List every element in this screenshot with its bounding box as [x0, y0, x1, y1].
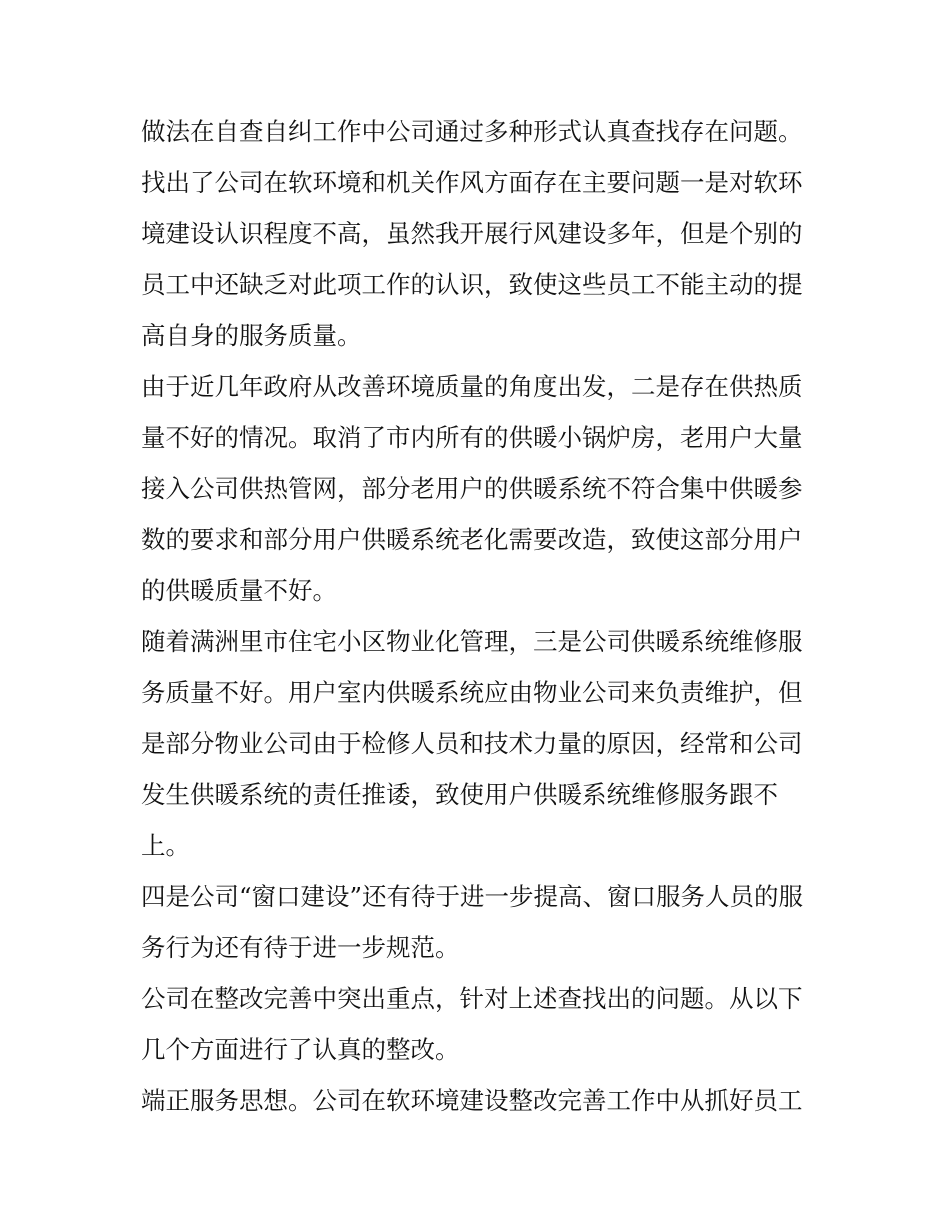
text-line: 务行为还有待于进一步规范。 [141, 933, 460, 962]
text-line: 是部分物业公司由于检修人员和技术力量的原因，经常和公司 [141, 729, 803, 758]
text-line: 的供暖质量不好。 [141, 576, 337, 605]
text-line: 几个方面进行了认真的整改。 [141, 1035, 460, 1064]
document-body [141, 106, 821, 1126]
text-line: 端正服务思想。公司在软环境建设整改完善工作中从抓好员工 [141, 1086, 803, 1115]
paragraph-1 [141, 106, 821, 157]
text-line: 务质量不好。用户室内供暖系统应由物业公司来负责维护，但 [141, 678, 803, 707]
text-line: 上。 [141, 831, 190, 860]
text-line: 量不好的情况。取消了市内所有的供暖小锅炉房，老用户大量 [141, 423, 803, 452]
paragraph-4 [141, 616, 821, 871]
text-line: 境建设认识程度不高，虽然我开展行风建设多年，但是个别的 [141, 219, 803, 248]
text-line: 接入公司供热管网，部分老用户的供暖系统不符合集中供暖参 [141, 474, 803, 503]
text-line: 做法在自查自纠工作中公司通过多种形式认真查找存在问题。 [141, 117, 803, 146]
paragraph-2 [141, 157, 821, 361]
text-line: 公司在整改完善中突出重点，针对上述查找出的问题。从以下 [141, 984, 803, 1013]
paragraph-7 [141, 1075, 821, 1126]
text-line: 随着满洲里市住宅小区物业化管理，三是公司供暖系统维修服 [141, 627, 803, 656]
text-line: 发生供暖系统的责任推诿，致使用户供暖系统维修服务跟不 [141, 780, 778, 809]
paragraph-3 [141, 361, 821, 616]
text-line: 找出了公司在软环境和机关作风方面存在主要问题一是对软环 [141, 168, 803, 197]
paragraph-5 [141, 871, 821, 973]
text-line: 由于近几年政府从改善环境质量的角度出发，二是存在供热质 [141, 372, 803, 401]
text-line: 数的要求和部分用户供暖系统老化需要改造，致使这部分用户 [141, 525, 803, 554]
text-line: 四是公司“窗口建设”还有待于进一步提高、窗口服务人员的服 [141, 882, 804, 911]
text-line: 高自身的服务质量。 [141, 321, 362, 350]
text-line: 员工中还缺乏对此项工作的认识，致使这些员工不能主动的提 [141, 270, 803, 299]
paragraph-6 [141, 973, 821, 1075]
